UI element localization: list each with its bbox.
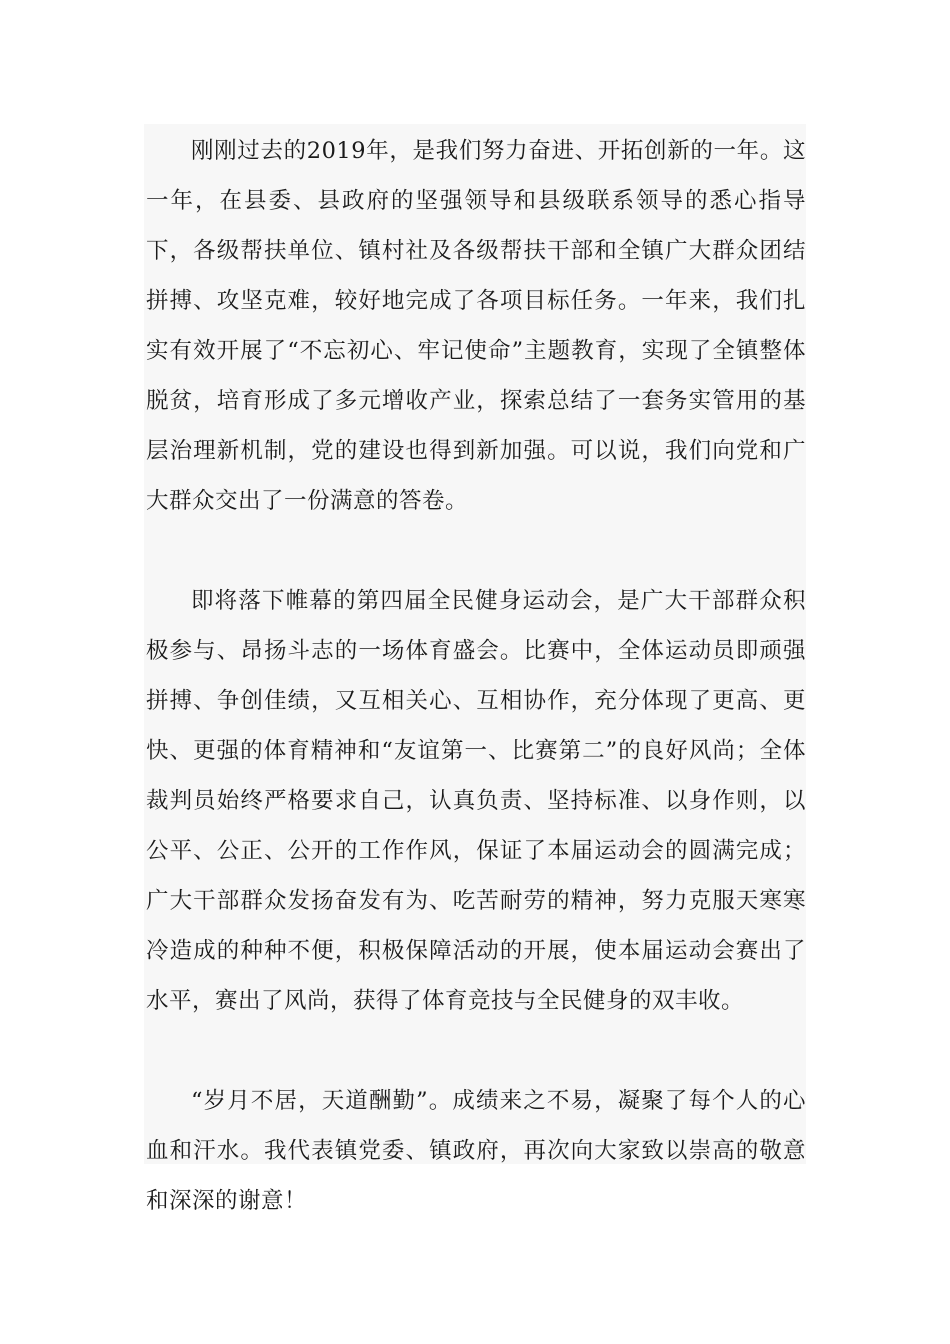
paragraph-gratitude: “岁月不居，天道酬勤”。成绩来之不易，凝聚了每个人的心血和汗水。我代表镇党委、镇政府，再次向大家致以崇高的敬意和深深的谢意！ bbox=[146, 1088, 806, 1214]
speech-text-block bbox=[144, 124, 806, 1214]
paragraph-achievements: 刚刚过去的2019年，是我们努力奋进、开拓创新的一年。这一年，在县委、县政府的坚强领导和县级联系领导的悉心指导下，各级帮扶单位、镇村社及各级帮扶干部和全镇广大群众团结拼搏、攻坚克难，较好地完成了各项目标任务。一年来，我们扎实有效开展了“不忘初心、牢记使命”主题教育，实现了全镇整体脱贫，培育形成了多元增收产业，探索总结了一套务实管用的基层治理新机制，党的建设也得到新加强。可以说，我们向党和广大群众交出了一份满意的答卷。 bbox=[146, 138, 806, 514]
paragraph-sports-games: 即将落下帷幕的第四届全民健身运动会，是广大干部群众积极参与、昂扬斗志的一场体育盛会。比赛中，全体运动员即顽强拼搏、争创佳绩，又互相关心、互相协作，充分体现了更高、更快、更强的体育精神和“友谊第一、比赛第二”的良好风尚；全体裁判员始终严格要求自己，认真负责、坚持标准、以身作则，以公平、公正、公开的工作作风，保证了本届运动会的圆满完成；广大干部群众发扬奋发有为、吃苦耐劳的精神，努力克服天寒寒冷造成的种种不便，积极保障活动的开展，使本届运动会赛出了水平，赛出了风尚，获得了体育竞技与全民健身的双丰收。 bbox=[146, 588, 806, 1014]
